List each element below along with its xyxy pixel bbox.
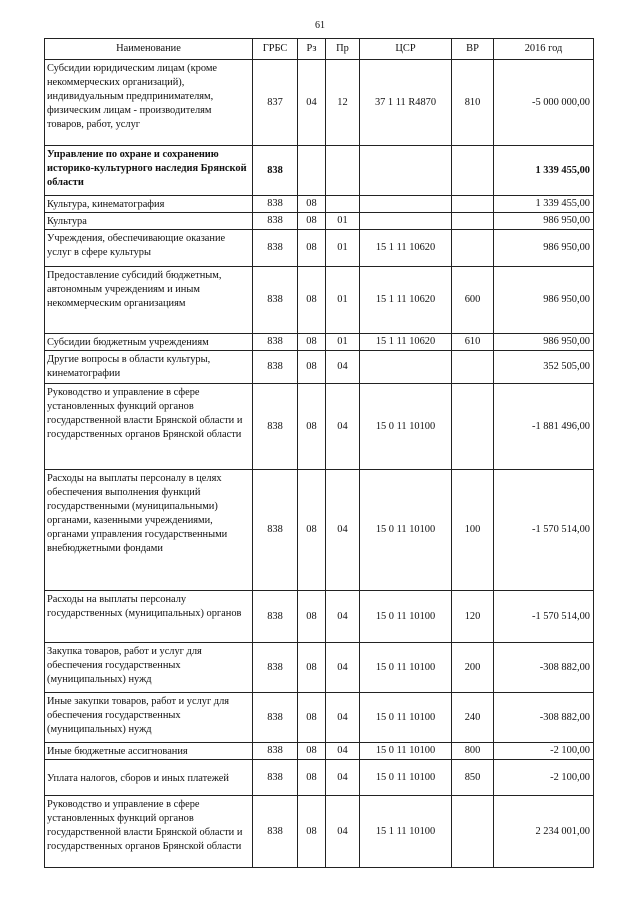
row-vr: 800 bbox=[452, 743, 494, 760]
row-vr bbox=[452, 351, 494, 384]
row-vr bbox=[452, 146, 494, 196]
row-name: Культура, кинематография bbox=[45, 196, 253, 213]
row-vr: 100 bbox=[452, 470, 494, 591]
row-amount: -1 570 514,00 bbox=[494, 470, 594, 591]
table-row bbox=[45, 146, 594, 196]
row-vr: 810 bbox=[452, 60, 494, 146]
row-rz: 08 bbox=[298, 267, 326, 334]
column-header-name: Наименование bbox=[45, 39, 253, 60]
row-pr: 01 bbox=[326, 213, 360, 230]
row-grbs: 838 bbox=[253, 760, 298, 796]
row-csr: 15 0 11 10100 bbox=[360, 743, 452, 760]
row-pr: 12 bbox=[326, 60, 360, 146]
column-header-year: 2016 год bbox=[494, 39, 594, 60]
table-header-row bbox=[45, 39, 594, 60]
row-grbs: 838 bbox=[253, 693, 298, 743]
row-amount: 2 234 001,00 bbox=[494, 796, 594, 868]
row-name: Иные закупки товаров, работ и услуг для обеспечения государственных (муниципальных) нужд bbox=[45, 693, 253, 743]
table-row bbox=[45, 213, 594, 230]
row-name: Закупка товаров, работ и услуг для обеспечения государственных (муниципальных) нужд bbox=[45, 643, 253, 693]
row-csr: 15 1 11 10620 bbox=[360, 334, 452, 351]
row-csr: 15 0 11 10100 bbox=[360, 643, 452, 693]
row-csr: 15 1 11 10620 bbox=[360, 230, 452, 267]
row-csr: 15 1 11 10100 bbox=[360, 796, 452, 868]
row-amount: 986 950,00 bbox=[494, 334, 594, 351]
table-row bbox=[45, 267, 594, 334]
row-vr: 850 bbox=[452, 760, 494, 796]
table-row bbox=[45, 693, 594, 743]
table-row bbox=[45, 743, 594, 760]
row-rz: 08 bbox=[298, 470, 326, 591]
row-pr: 01 bbox=[326, 230, 360, 267]
row-pr: 04 bbox=[326, 351, 360, 384]
row-rz: 08 bbox=[298, 743, 326, 760]
row-grbs: 838 bbox=[253, 643, 298, 693]
row-amount: 986 950,00 bbox=[494, 230, 594, 267]
row-csr: 15 1 11 10620 bbox=[360, 267, 452, 334]
row-rz: 08 bbox=[298, 334, 326, 351]
row-csr: 15 0 11 10100 bbox=[360, 470, 452, 591]
row-csr: 15 0 11 10100 bbox=[360, 760, 452, 796]
row-vr: 610 bbox=[452, 334, 494, 351]
table-row bbox=[45, 351, 594, 384]
row-grbs: 838 bbox=[253, 351, 298, 384]
row-vr bbox=[452, 796, 494, 868]
row-amount: -1 881 496,00 bbox=[494, 384, 594, 470]
row-csr bbox=[360, 146, 452, 196]
row-pr: 04 bbox=[326, 796, 360, 868]
row-pr: 04 bbox=[326, 384, 360, 470]
row-name: Культура bbox=[45, 213, 253, 230]
column-header-csr: ЦСР bbox=[360, 39, 452, 60]
row-rz: 08 bbox=[298, 760, 326, 796]
row-amount: -308 882,00 bbox=[494, 643, 594, 693]
row-amount: 1 339 455,00 bbox=[494, 196, 594, 213]
row-grbs: 838 bbox=[253, 267, 298, 334]
column-header-rz: Рз bbox=[298, 39, 326, 60]
row-grbs: 838 bbox=[253, 796, 298, 868]
row-vr bbox=[452, 196, 494, 213]
row-csr bbox=[360, 213, 452, 230]
row-name: Расходы на выплаты персоналу государственных (муниципальных) органов bbox=[45, 591, 253, 643]
row-rz: 08 bbox=[298, 643, 326, 693]
budget-table bbox=[44, 38, 594, 868]
table-row bbox=[45, 334, 594, 351]
row-vr bbox=[452, 213, 494, 230]
row-vr bbox=[452, 230, 494, 267]
row-amount: -5 000 000,00 bbox=[494, 60, 594, 146]
row-amount: -1 570 514,00 bbox=[494, 591, 594, 643]
column-header-grbs: ГРБС bbox=[253, 39, 298, 60]
row-pr: 01 bbox=[326, 267, 360, 334]
row-grbs: 838 bbox=[253, 470, 298, 591]
row-rz: 08 bbox=[298, 693, 326, 743]
row-csr: 15 0 11 10100 bbox=[360, 693, 452, 743]
row-rz: 08 bbox=[298, 351, 326, 384]
row-pr: 04 bbox=[326, 643, 360, 693]
page-number: 61 bbox=[315, 20, 325, 31]
table-row bbox=[45, 230, 594, 267]
row-amount: -308 882,00 bbox=[494, 693, 594, 743]
row-vr: 600 bbox=[452, 267, 494, 334]
row-rz: 08 bbox=[298, 230, 326, 267]
row-csr: 15 0 11 10100 bbox=[360, 384, 452, 470]
row-pr bbox=[326, 196, 360, 213]
row-pr: 04 bbox=[326, 760, 360, 796]
row-grbs: 838 bbox=[253, 384, 298, 470]
row-grbs: 838 bbox=[253, 230, 298, 267]
table-row bbox=[45, 470, 594, 591]
table-row bbox=[45, 643, 594, 693]
row-name: Учреждения, обеспечивающие оказание услуг в сфере культуры bbox=[45, 230, 253, 267]
row-name: Уплата налогов, сборов и иных платежей bbox=[45, 760, 253, 796]
row-name: Расходы на выплаты персоналу в целях обеспечения выполнения функций государственными (муниципальными) органами, казенными учреждениями, органами управления государственными внебюджетными фондами bbox=[45, 470, 253, 591]
row-grbs: 838 bbox=[253, 213, 298, 230]
row-amount: 352 505,00 bbox=[494, 351, 594, 384]
row-rz: 08 bbox=[298, 213, 326, 230]
row-vr bbox=[452, 384, 494, 470]
row-name: Иные бюджетные ассигнования bbox=[45, 743, 253, 760]
row-vr: 120 bbox=[452, 591, 494, 643]
row-rz: 08 bbox=[298, 796, 326, 868]
row-name: Руководство и управление в сфере установленных функций органов государственной власти Брянской области и государственных органов Брянской области bbox=[45, 796, 253, 868]
table-row bbox=[45, 760, 594, 796]
row-csr: 15 0 11 10100 bbox=[360, 591, 452, 643]
row-name: Руководство и управление в сфере установленных функций органов государственной власти Брянской области и государственных органов Брянской области bbox=[45, 384, 253, 470]
row-csr: 37 1 11 R4870 bbox=[360, 60, 452, 146]
row-pr: 01 bbox=[326, 334, 360, 351]
row-amount: -2 100,00 bbox=[494, 743, 594, 760]
table-row bbox=[45, 60, 594, 146]
row-pr: 04 bbox=[326, 470, 360, 591]
table-row bbox=[45, 591, 594, 643]
column-header-vr: ВР bbox=[452, 39, 494, 60]
row-name: Субсидии бюджетным учреждениям bbox=[45, 334, 253, 351]
table-row bbox=[45, 796, 594, 868]
row-grbs: 838 bbox=[253, 743, 298, 760]
row-csr bbox=[360, 196, 452, 213]
row-grbs: 838 bbox=[253, 591, 298, 643]
row-pr: 04 bbox=[326, 743, 360, 760]
row-csr bbox=[360, 351, 452, 384]
row-amount: 986 950,00 bbox=[494, 213, 594, 230]
row-pr: 04 bbox=[326, 693, 360, 743]
row-grbs: 838 bbox=[253, 334, 298, 351]
row-amount: -2 100,00 bbox=[494, 760, 594, 796]
row-pr: 04 bbox=[326, 591, 360, 643]
row-rz: 08 bbox=[298, 384, 326, 470]
column-header-pr: Пр bbox=[326, 39, 360, 60]
row-rz: 04 bbox=[298, 60, 326, 146]
table-row bbox=[45, 196, 594, 213]
row-name: Субсидии юридическим лицам (кроме некоммерческих организаций), индивидуальным предпринимателям, физическим лицам - производителям товаров, работ, услуг bbox=[45, 60, 253, 146]
row-rz: 08 bbox=[298, 196, 326, 213]
row-amount: 1 339 455,00 bbox=[494, 146, 594, 196]
row-pr bbox=[326, 146, 360, 196]
row-amount: 986 950,00 bbox=[494, 267, 594, 334]
row-rz bbox=[298, 146, 326, 196]
row-grbs: 837 bbox=[253, 60, 298, 146]
row-rz: 08 bbox=[298, 591, 326, 643]
row-grbs: 838 bbox=[253, 146, 298, 196]
row-name: Предоставление субсидий бюджетным, автономным учреждениям и иным некоммерческим организациям bbox=[45, 267, 253, 334]
row-grbs: 838 bbox=[253, 196, 298, 213]
row-name: Управление по охране и сохранению историко-культурного наследия Брянской области bbox=[45, 146, 253, 196]
row-name: Другие вопросы в области культуры, кинематографии bbox=[45, 351, 253, 384]
table-row bbox=[45, 384, 594, 470]
row-vr: 240 bbox=[452, 693, 494, 743]
row-vr: 200 bbox=[452, 643, 494, 693]
